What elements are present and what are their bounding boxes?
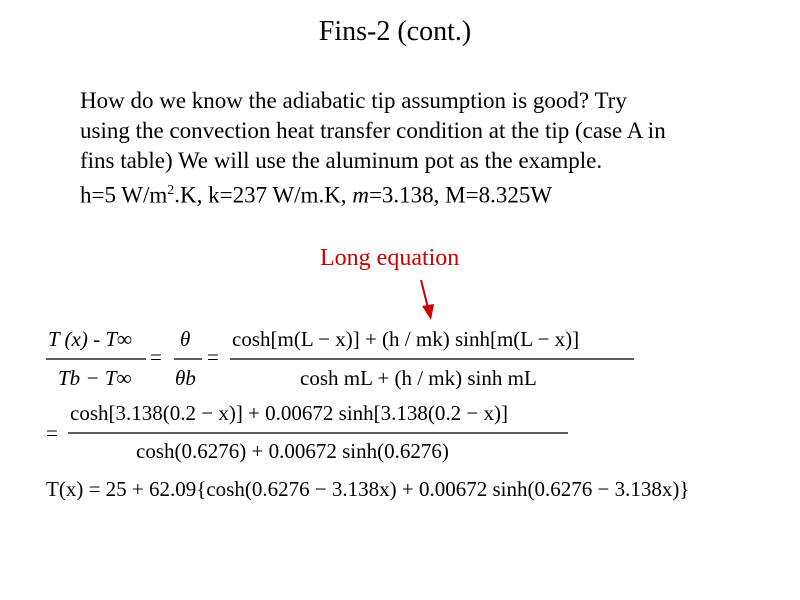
intro-line-3: fins table) We will use the aluminum pot as the example. xyxy=(80,148,603,173)
slide-title: Fins-2 (cont.) xyxy=(318,16,472,47)
equation-temperature-distribution xyxy=(46,477,689,501)
intro-paragraph xyxy=(80,86,780,211)
fin-equations xyxy=(0,318,800,518)
eq1-lhs-numerator: T (x) - T∞ xyxy=(48,327,132,351)
equation-numeric-ratio xyxy=(46,401,568,463)
params-h: h=5 W/m xyxy=(80,182,168,208)
eq1-theta: θ xyxy=(180,327,191,351)
intro-line-1: How do we know the adiabatic tip assumption is good? Try xyxy=(80,88,627,113)
arrow-down-icon xyxy=(410,278,440,322)
eq1-rhs-numerator: cosh[m(L − x)] + (h / mk) sinh[m(L − x)] xyxy=(232,327,580,351)
eq2-denominator: cosh(0.6276) + 0.00672 sinh(0.6276) xyxy=(136,439,449,463)
eq1-equals-1: = xyxy=(150,345,162,369)
eq1-rhs-denominator: cosh mL + (h / mk) sinh mL xyxy=(300,366,537,390)
eq1-equals-2: = xyxy=(207,345,219,369)
eq2-numerator: cosh[3.138(0.2 − x)] + 0.00672 sinh[3.138(0.2 − x)] xyxy=(70,401,508,425)
eq1-lhs-denominator: Tb − T∞ xyxy=(58,366,132,390)
params-exponent: 2 xyxy=(167,183,175,198)
intro-line-2: using the convection heat transfer condition at the tip (case A in xyxy=(80,118,666,143)
params-k: .K, k=237 W/m.K, xyxy=(174,182,353,208)
eq1-theta-b: θb xyxy=(175,366,196,390)
params-values: =3.138, M=8.325W xyxy=(368,182,553,208)
parameters-line xyxy=(80,176,780,211)
long-equation-callout: Long equation xyxy=(320,245,460,271)
params-m-symbol: m xyxy=(352,182,369,208)
eq2-equals: = xyxy=(46,421,58,445)
eq3: T(x) = 25 + 62.09{cosh(0.6276 − 3.138x) + 0.00672 sinh(0.6276 − 3.138x)} xyxy=(46,477,690,501)
equation-dimensionless-temperature xyxy=(46,327,634,390)
